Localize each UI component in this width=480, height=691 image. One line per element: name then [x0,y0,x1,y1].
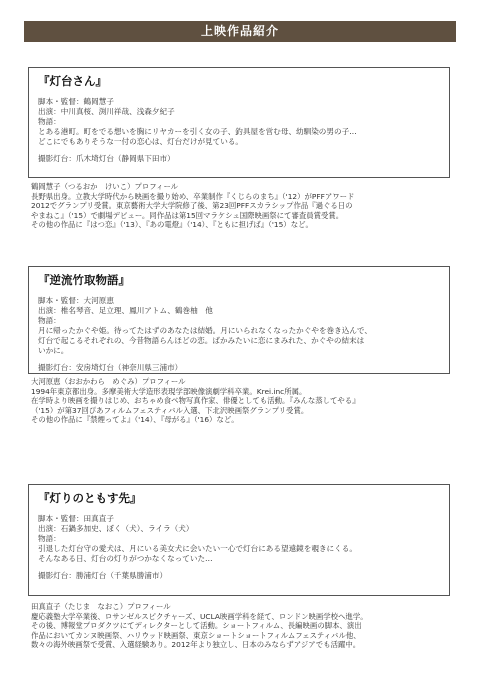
director-profile [31,602,451,650]
shooting-location: 撮影灯台：安房埼灯台（神奈川県三浦市） [38,363,183,372]
profile-line: 作品においてカンヌ映画祭、ハリウッド映画祭、東京ショートショートフィルムフェスティバル他、 [31,630,361,640]
profile-line: 長野県出身。立教大学時代から映画を撮り始め、卒業制作『くじらのまち』（'12）がPFFアワード [31,191,355,201]
story-label: 物語： [38,316,61,325]
work-title: 『灯台さん』 [38,74,107,88]
work-credits [38,514,441,564]
profile-line: 鶴岡慧子（つるおか けいこ）プロフィール [31,182,179,191]
profile-line: その後、博報堂プロダクツにてディレクターとして活動。ショートフィルム、長編映画の脚本、演出 [31,621,362,631]
story-line: 月に帰ったかぐや姫。待ってたはずのあなたは結婚。月にいられなくなったかぐやを巻き込んで、 [38,326,372,335]
director-profile [31,182,451,230]
work-title: 『逆流竹取物語』 [38,273,130,287]
director-line: 脚本・監督：大河原恵 [38,296,114,305]
shooting-location: 撮影灯台：爪木埼灯台（静岡県下田市） [38,154,175,163]
work-title: 『灯りのともす先』 [38,491,142,505]
story-label: 物語： [38,534,61,543]
profile-line: 慶応義塾大学卒業後、ロサンゼルスピクチャーズ、UCLA映画学科を経て、ロンドン映画学校へ進学。 [31,611,368,621]
cast-line: 出演：石鍋多加史、ぼく（犬）、ライラ（犬） [38,524,194,533]
profile-line: その他の作品に『はつ恋』（'13）、『あの電燈』（'14）、『ともに担げば』（'15）など。 [31,220,313,230]
profile-line: 1994年東京都出身。多摩美術大学造形表現学部映像演劇学科卒業。Krei.inc所属。 [31,386,307,396]
work-card-gyakuryu-taketori [28,266,450,374]
section-header [24,21,456,42]
profile-line: その他の作品に『禁煙ってよ』（'14）、『母がる』（'16）など。 [31,415,239,425]
director-profile [31,377,451,425]
story-label: 物語： [38,117,61,126]
profile-line: 在学時より映画を撮りはじめ、おちゃめ食べ物写真作家、俳優としても活動。『みんな蒸してやる』 [31,396,360,406]
work-credits [38,296,441,356]
profile-line: 数々の海外映画祭で受賞、入選経験あり。2012年より独立し、日本のみならずアジアでも活躍中。 [31,640,361,650]
section-title: 上映作品紹介 [200,24,279,38]
director-line: 脚本・監督：鶴岡慧子 [38,97,114,106]
story-line: 引退した灯台守の愛犬は、月にいる美女犬に会いたい一心で灯台にある望遠鏡を覗きにくる。 [38,544,357,553]
work-card-todai-san [28,67,450,178]
work-credits [38,97,441,147]
profile-line: 田真直子（たじま なおこ）プロフィール [31,602,171,611]
story-line: いかに。 [38,346,69,355]
director-line: 脚本・監督：田真直子 [38,514,114,523]
cast-line: 出演：中川真桜、渕川祥哉、浅森夕紀子 [38,107,175,116]
story-line: とある港町。町をでる想いを胸にリヤカーを引く女の子、釣具屋を営む母、幼馴染の男の子… [38,127,357,136]
cast-line: 出演：椎名琴音、足立理、鳳川アトム、鶴巻柚 他 [38,306,213,315]
profile-line: 大河原恵（おおかわら めぐみ）プロフィール [31,377,186,386]
profile-line: 2012でグランプリ受賞。東京藝術大学大学院修了後、第23回PFFスカラシップ作品『過ぐる日の [31,201,353,211]
work-card-akari-no-tomosu-saki [28,484,450,596]
story-line: どこにでもありそうな一付の恋心は、灯台だけが見ている。 [38,137,244,146]
shooting-location: 撮影灯台：勝浦灯台（千葉県勝浦市） [38,571,168,580]
profile-line: やまねこ』（'15）で劇場デビュー。同作品は第15回マラケシュ国際映画祭にて審査員賞受賞。 [31,210,344,220]
profile-line: （'15）が第37回ぴあフィルムフェスティバル入選、下北沢映画祭グランプリ受賞。 [31,405,309,415]
story-line: そんなある日、灯台の灯りがつかなくなっていた… [38,554,213,563]
story-line: 灯台で起こるそれぞれの、今昔物語らんほどの恋。ばかみたいに恋にまみれた、かぐやの結末は [38,336,365,345]
